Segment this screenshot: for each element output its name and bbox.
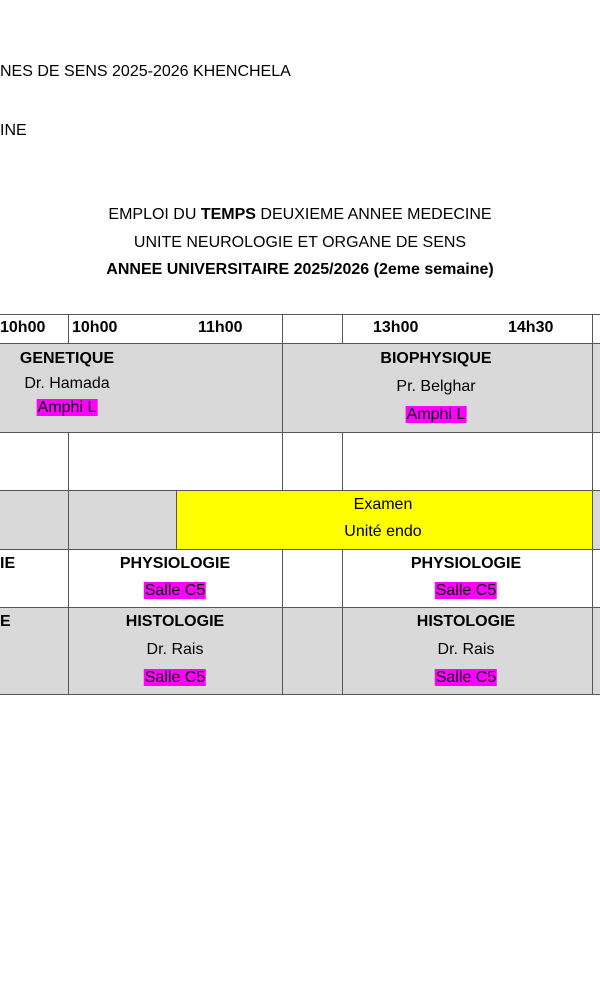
col-line-592-a bbox=[592, 314, 593, 550]
document-header-line1: NES DE SENS 2025-2026 KHENCHELA bbox=[0, 63, 291, 80]
col-line-592-b bbox=[592, 549, 593, 695]
col-line-342-c bbox=[342, 549, 343, 695]
row3-right-edge-cell bbox=[592, 490, 600, 550]
exam-line2: Unité endo bbox=[344, 523, 422, 540]
histologie-left-room bbox=[144, 669, 206, 687]
biophysique-subject: BIOPHYSIQUE bbox=[380, 350, 492, 367]
room-highlight: Salle C5 bbox=[435, 669, 497, 686]
row4-edge-text: IE bbox=[0, 555, 16, 572]
table-line-header bbox=[0, 343, 600, 344]
physiologie-left-subject: PHYSIOLOGIE bbox=[119, 555, 231, 572]
col-line-68-top bbox=[68, 314, 69, 344]
row5-edge-text: E bbox=[0, 613, 11, 630]
physiologie-right-room bbox=[435, 582, 497, 600]
histologie-right-subject: HISTOLOGIE bbox=[416, 613, 516, 630]
genetique-subject: GENETIQUE bbox=[19, 350, 115, 367]
row3-gap-cell bbox=[68, 490, 176, 550]
col-line-68-bottom bbox=[68, 432, 69, 695]
col-line-282-b bbox=[282, 549, 283, 695]
title-bold-word: TEMPS bbox=[200, 206, 256, 223]
room-highlight: Salle C5 bbox=[144, 582, 206, 599]
table-line-row1 bbox=[0, 432, 600, 433]
col-line-342-a bbox=[342, 314, 343, 344]
col-line-342-b bbox=[342, 432, 343, 490]
histologie-right-teacher: Dr. Rais bbox=[437, 641, 495, 658]
histologie-left-subject: HISTOLOGIE bbox=[125, 613, 225, 630]
title-suffix: DEUXIEME ANNEE MEDECINE bbox=[255, 206, 492, 223]
time-label-5: 14h30 bbox=[508, 319, 554, 336]
table-line-row4 bbox=[0, 607, 600, 608]
physiologie-right-subject: PHYSIOLOGIE bbox=[410, 555, 522, 572]
table-line-row2 bbox=[0, 490, 600, 491]
schedule-title-line2: UNITE NEUROLOGIE ET ORGANE DE SENS bbox=[133, 234, 467, 251]
histologie-left-teacher: Dr. Rais bbox=[146, 641, 204, 658]
biophysique-room bbox=[406, 406, 467, 424]
biophysique-teacher: Pr. Belghar bbox=[396, 378, 476, 395]
table-line-top bbox=[0, 314, 600, 315]
room-highlight: Salle C5 bbox=[144, 669, 206, 686]
table-line-bottom bbox=[0, 694, 600, 695]
schedule-title-line3: ANNEE UNIVERSITAIRE 2025/2026 (2eme semaine) bbox=[106, 261, 494, 278]
room-highlight: Amphi L bbox=[37, 399, 97, 416]
col-line-282-a bbox=[282, 314, 283, 490]
document-header-line2: INE bbox=[0, 122, 27, 139]
col-line-176 bbox=[176, 490, 177, 550]
room-highlight: Salle C5 bbox=[435, 582, 497, 599]
time-label-2: 10h00 bbox=[72, 319, 118, 336]
title-prefix: EMPLOI DU bbox=[108, 206, 201, 223]
genetique-teacher: Dr. Hamada bbox=[24, 375, 110, 392]
schedule-title-line1 bbox=[0, 206, 600, 224]
row1-right-edge bbox=[592, 344, 600, 432]
histologie-right-room bbox=[435, 669, 497, 687]
physiologie-left-room bbox=[144, 582, 206, 600]
room-highlight: Amphi L bbox=[406, 406, 466, 423]
genetique-room bbox=[37, 399, 98, 417]
time-label-4: 13h00 bbox=[373, 319, 419, 336]
row3-edge-cell bbox=[0, 490, 68, 550]
time-label-3: 11h00 bbox=[198, 319, 243, 336]
exam-line1: Examen bbox=[353, 496, 413, 513]
table-line-row3 bbox=[0, 549, 600, 550]
time-label-1: 10h00 bbox=[0, 319, 46, 336]
